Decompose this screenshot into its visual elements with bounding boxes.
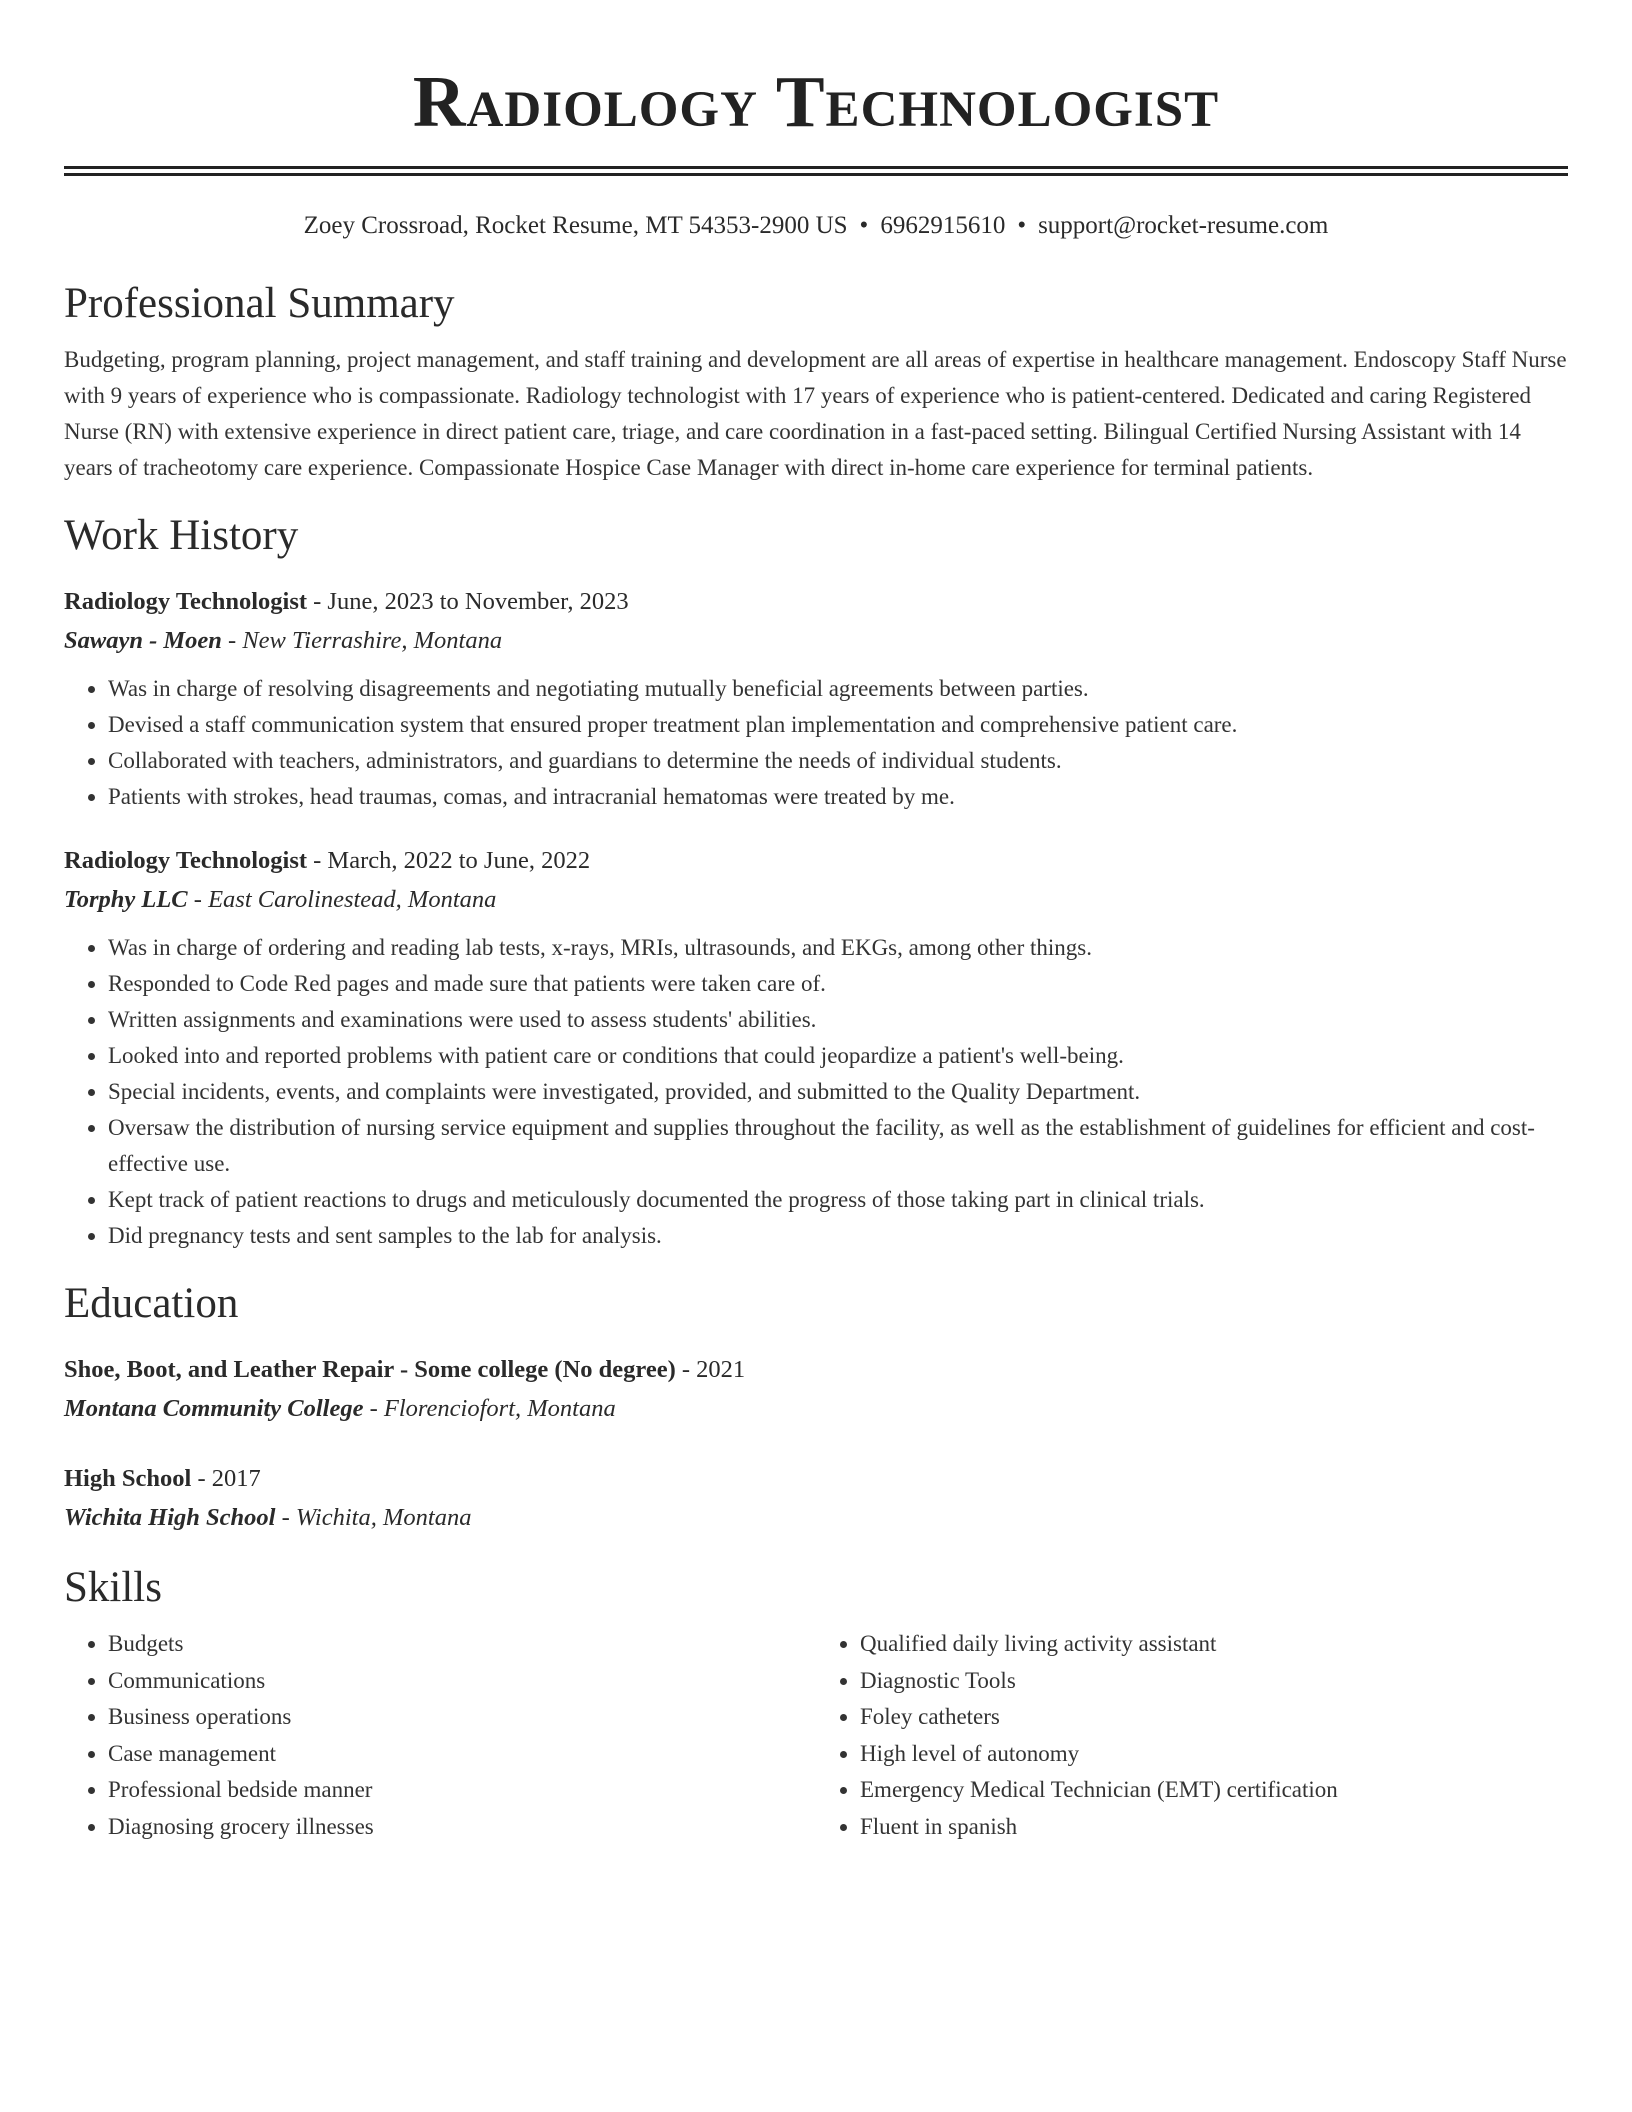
job-bullet: • Devised a staff communication system that ensured proper treatment plan implementation and comprehensive patient care. (108, 707, 1568, 743)
job-entry (64, 841, 1568, 1254)
skills-right-list (816, 1626, 1568, 1845)
skill-item: • High level of autonomy (860, 1736, 1568, 1773)
job-bullet: • Oversaw the distribution of nursing service equipment and supplies throughout the facility, as well as the establishment of guidelines for efficient and cost-effective use. (108, 1110, 1568, 1182)
job-company: Sawayn - Moen (64, 627, 222, 654)
skills-left-list (64, 1626, 816, 1845)
job-bullet: • Kept track of patient reactions to drugs and meticulously documented the progress of those taking part in clinical trials. (108, 1182, 1568, 1218)
skill-item: • Diagnostic Tools (860, 1663, 1568, 1700)
job-title: Radiology Technologist (64, 588, 308, 615)
resume-title: Radiology Technologist (412, 61, 1220, 142)
job-location: - East Carolinestead, Montana (187, 886, 497, 913)
work-history-heading: Work History (64, 512, 299, 559)
education-header (64, 1350, 1568, 1389)
contact-separator: • (1017, 212, 1027, 239)
education-degree: Shoe, Boot, and Leather Repair - Some college (No degree) (64, 1356, 676, 1383)
job-bullet: • Was in charge of resolving disagreements and negotiating mutually beneficial agreements between parties. (108, 671, 1568, 707)
job-bullet: • Looked into and reported problems with patient care or conditions that could jeopardize a patient's well-being. (108, 1038, 1568, 1074)
job-dates: - March, 2022 to June, 2022 (307, 847, 591, 874)
job-dates: - June, 2023 to November, 2023 (307, 588, 629, 615)
skill-item: • Business operations (108, 1699, 816, 1736)
education-year: - 2021 (675, 1356, 746, 1383)
education-school: Wichita High School (64, 1504, 276, 1531)
skill-item: • Foley catheters (860, 1699, 1568, 1736)
education-school: Montana Community College (64, 1395, 364, 1422)
contact-email: support@rocket-resume.com (1038, 212, 1329, 239)
skill-item: • Communications (108, 1663, 816, 1700)
job-company-line (64, 621, 1568, 661)
skill-item: • Diagnosing grocery illnesses (108, 1809, 816, 1846)
job-header (64, 841, 1568, 880)
title-double-rule (64, 166, 1568, 176)
job-bullet: • Written assignments and examinations were used to assess students' abilities. (108, 1002, 1568, 1038)
contact-line (64, 210, 1568, 242)
job-location: - New Tierrashire, Montana (221, 627, 503, 654)
job-bullet: • Was in charge of ordering and reading lab tests, x-rays, MRIs, ultrasounds, and EKGs, among other things. (108, 930, 1568, 966)
skill-item: • Qualified daily living activity assistant (860, 1626, 1568, 1663)
skills-columns (64, 1626, 1568, 1845)
job-company-line (64, 880, 1568, 920)
skill-item: • Professional bedside manner (108, 1772, 816, 1809)
education-school-line (64, 1498, 1568, 1538)
job-bullet: • Responded to Code Red pages and made sure that patients were taken care of. (108, 966, 1568, 1002)
job-title: Radiology Technologist (64, 847, 308, 874)
summary-text: Budgeting, program planning, project management, and staff training and development are all areas of expertise in healthcare management. Endoscopy Staff Nurse with 9 years of experience who is compassionate. Radiology technologist with 17 years of experience who is patient-centered. Dedicated and caring Registered Nurse (RN) with extensive experience in direct patient care, triage, and care coordination in a fast-paced setting. Bilingual Certified Nursing Assistant with 14 years of tracheotomy care experience. Compassionate Hospice Case Manager with direct in-home care experience for terminal patients. (64, 347, 1567, 480)
contact-separator: • (859, 212, 869, 239)
job-bullet: • Patients with strokes, head traumas, comas, and intracranial hematomas were treated by me. (108, 779, 1568, 815)
contact-phone: 6962915610 (880, 212, 1006, 239)
job-bullets (64, 671, 1568, 815)
job-bullets (64, 930, 1568, 1254)
job-company: Torphy LLC (64, 886, 188, 913)
job-header (64, 582, 1568, 621)
skill-item: • Budgets (108, 1626, 816, 1663)
education-location: - Wichita, Montana (275, 1504, 472, 1531)
skills-heading: Skills (64, 1564, 162, 1611)
job-bullet: • Collaborated with teachers, administrators, and guardians to determine the needs of individual students. (108, 743, 1568, 779)
education-entry (64, 1350, 1568, 1429)
contact-address: Zoey Crossroad, Rocket Resume, MT 54353-2900 US (303, 212, 848, 239)
job-bullet: • Special incidents, events, and complaints were investigated, provided, and submitted to the Quality Department. (108, 1074, 1568, 1110)
skill-item: • Emergency Medical Technician (EMT) certification (860, 1772, 1568, 1809)
education-school-line (64, 1389, 1568, 1429)
education-year: - 2017 (191, 1465, 261, 1492)
job-entry (64, 582, 1568, 815)
job-bullet: • Did pregnancy tests and sent samples to the lab for analysis. (108, 1218, 1568, 1254)
education-degree: High School (64, 1465, 192, 1492)
education-location: - Florenciofort, Montana (363, 1395, 616, 1422)
education-heading: Education (64, 1280, 239, 1327)
education-header (64, 1459, 1568, 1498)
skill-item: • Case management (108, 1736, 816, 1773)
education-entry (64, 1459, 1568, 1538)
summary-heading: Professional Summary (64, 280, 455, 327)
skill-item: • Fluent in spanish (860, 1809, 1568, 1846)
